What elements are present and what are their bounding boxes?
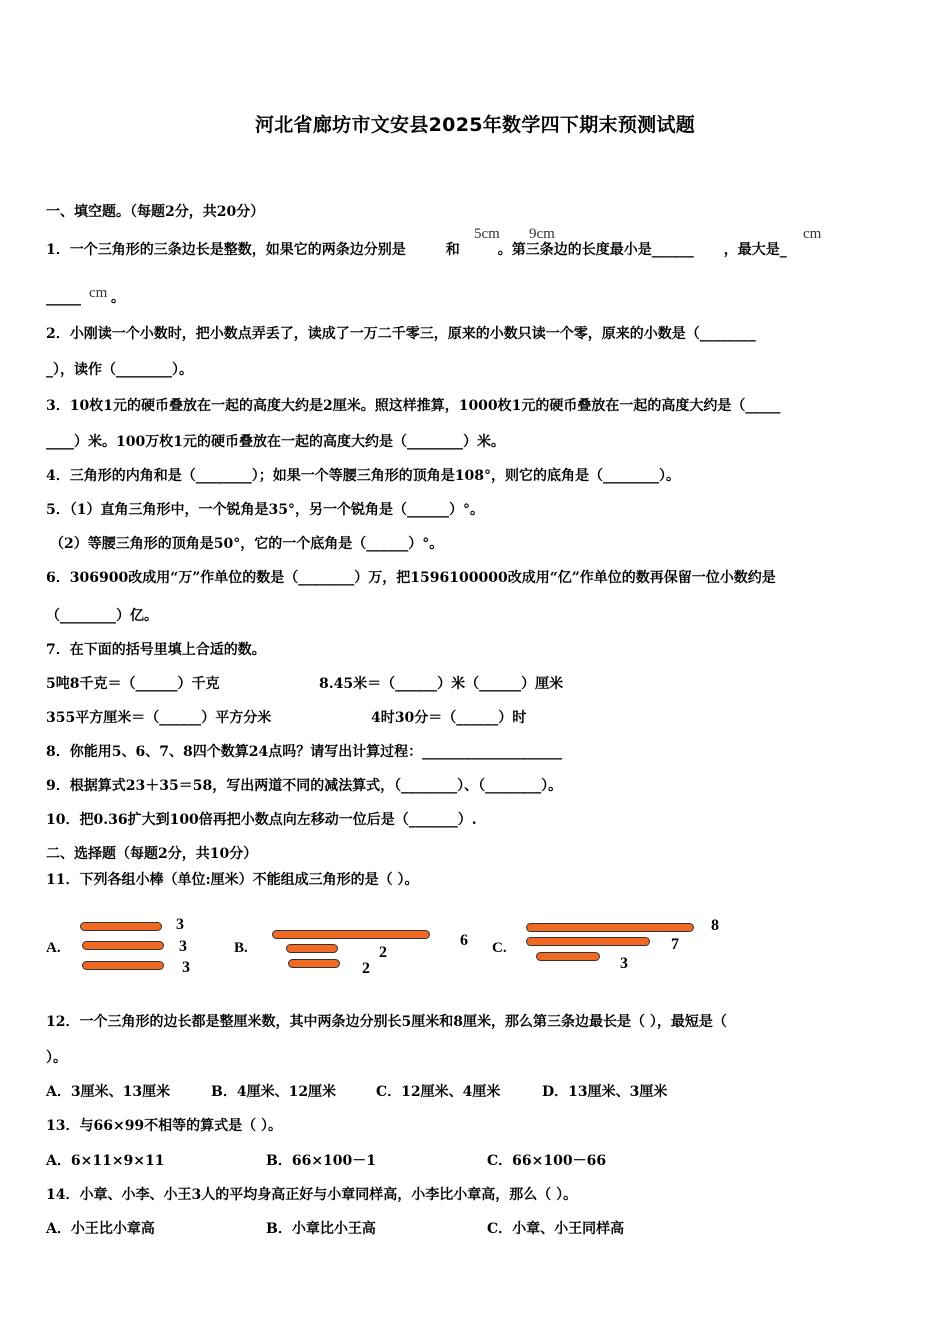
q11-option-a-label[interactable]: A. [46, 940, 61, 956]
q7-item-c: 355平方厘米＝（______）平方分米 [46, 710, 272, 726]
question-1-line-2 [46, 288, 125, 308]
q1-text-f: 。 [111, 290, 125, 306]
q11-option-b-label[interactable]: B. [234, 940, 248, 956]
question-5-line-2: （2）等腰三角形的顶角是50°，它的一个底角是（______）°。 [50, 536, 444, 552]
question-14-stem: 14．小章、小李、小王3人的平均身高正好与小章同样高，小李比小章高，那么（ ）。 [46, 1187, 578, 1203]
q12-option-c[interactable]: C．12厘米、4厘米 [376, 1084, 501, 1100]
q11-c-length-2: 7 [671, 936, 679, 953]
section-1-heading: 一、填空题。（每题2分，共20分） [46, 204, 265, 220]
q11-a-length-3: 3 [182, 959, 190, 976]
q12-option-b[interactable]: B．4厘米、12厘米 [211, 1084, 337, 1100]
q11-b-stick-2 [286, 944, 338, 953]
question-3-line-1: 3．10枚1元的硬币叠放在一起的高度大约是2厘米。照这样推算，1000枚1元的硬币叠放在一起的高度大约是（_____ [46, 398, 781, 414]
q11-b-stick-1 [272, 930, 430, 939]
q7-item-d: 4时30分＝（______）时 [371, 710, 527, 726]
q13-option-c[interactable]: C．66×100－66 [487, 1153, 607, 1169]
question-10: 10．把0.36扩大到100倍再把小数点向左移动一位后是（_______）. [46, 812, 477, 828]
q1-text-c: 。第三条边的长度最小是______ [497, 242, 694, 258]
question-2-line-1: 2．小刚读一个小数时，把小数点弄丢了，读成了一万二千零三，原来的小数只读一个零，原来的小数是（________ [46, 326, 756, 342]
question-12-line-1: 12．一个三角形的边长都是整厘米数，其中两条边分别长5厘米和8厘米，那么第三条边最长是（ ），最短是（ [46, 1014, 727, 1030]
q12-option-d[interactable]: D．13厘米、3厘米 [542, 1084, 668, 1100]
question-6-line-2: （________）亿。 [46, 608, 158, 624]
q11-b-stick-3 [288, 959, 340, 968]
question-3-line-2: ____）米。100万枚1元的硬币叠放在一起的高度大约是（________）米。 [46, 434, 505, 450]
question-2-line-2: _），读作（________）。 [46, 362, 193, 378]
q11-b-length-3: 2 [362, 960, 370, 977]
q1-text-e: _____ [46, 290, 81, 306]
question-13-stem: 13．与66×99不相等的算式是（ ）。 [46, 1118, 283, 1134]
q11-c-length-3: 3 [620, 955, 628, 972]
q11-c-stick-3 [536, 952, 600, 961]
q11-c-stick-1 [526, 923, 694, 932]
q1-text-d: ，最大是_ [723, 242, 787, 258]
q12-option-a[interactable]: A．3厘米、13厘米 [46, 1084, 171, 1100]
question-1-line-1 [46, 240, 787, 260]
q1-unit-5cm: 5cm [474, 226, 500, 242]
q1-text-a: 1．一个三角形的三条边长是整数，如果它的两条边分别是 [46, 242, 406, 258]
section-2-heading: 二、选择题（每题2分，共10分） [46, 846, 258, 862]
q1-text-b: 和 [445, 242, 460, 258]
q14-option-c[interactable]: C．小章、小王同样高 [487, 1221, 625, 1237]
question-8: 8．你能用5、6、7、8四个数算24点吗？请写出计算过程：____________________ [46, 744, 563, 760]
q11-b-length-1: 6 [460, 932, 468, 949]
q11-a-stick-3 [82, 961, 164, 970]
q1-unit-9cm: 9cm [529, 226, 555, 242]
q1-unit-cm-2: cm [89, 285, 108, 301]
q11-c-length-1: 8 [711, 917, 719, 934]
q1-unit-cm: cm [803, 226, 822, 242]
q7-item-a: 5吨8千克＝（______）千克 [46, 676, 220, 692]
q11-c-stick-2 [526, 937, 650, 946]
q11-a-length-2: 3 [179, 938, 187, 955]
question-4: 4．三角形的内角和是（________）；如果一个等腰三角形的顶角是108°，则它的底角是（________）。 [46, 468, 680, 484]
q11-a-stick-2 [82, 941, 164, 950]
question-5-line-1: 5．（1）直角三角形中，一个锐角是35°，另一个锐角是（______）°。 [46, 502, 484, 518]
q11-a-length-1: 3 [176, 916, 184, 933]
question-11-stem: 11．下列各组小棒（单位:厘米）不能组成三角形的是（ ）。 [46, 872, 419, 888]
q14-option-a[interactable]: A．小王比小章高 [46, 1221, 155, 1237]
q11-a-stick-1 [80, 922, 162, 931]
q7-item-b: 8.45米＝（______）米（______）厘米 [319, 676, 564, 692]
page-title: 河北省廊坊市文安县2025年数学四下期末预测试题 [254, 114, 696, 136]
q13-option-a[interactable]: A．6×11×9×11 [46, 1153, 165, 1169]
question-9: 9．根据算式23＋35＝58，写出两道不同的减法算式，（________）、（________）。 [46, 778, 563, 794]
question-7-stem: 7．在下面的括号里填上合适的数。 [46, 642, 266, 658]
question-12-line-2: ）。 [46, 1050, 67, 1066]
q13-option-b[interactable]: B．66×100－1 [266, 1153, 377, 1169]
q14-option-b[interactable]: B．小章比小王高 [266, 1221, 376, 1237]
q11-b-length-2: 2 [379, 944, 387, 961]
question-6-line-1: 6．306900改成用“万”作单位的数是（________）万，把1596100000改成用“亿”作单位的数再保留一位小数约是 [46, 570, 776, 586]
q11-option-c-label[interactable]: C. [492, 940, 507, 956]
